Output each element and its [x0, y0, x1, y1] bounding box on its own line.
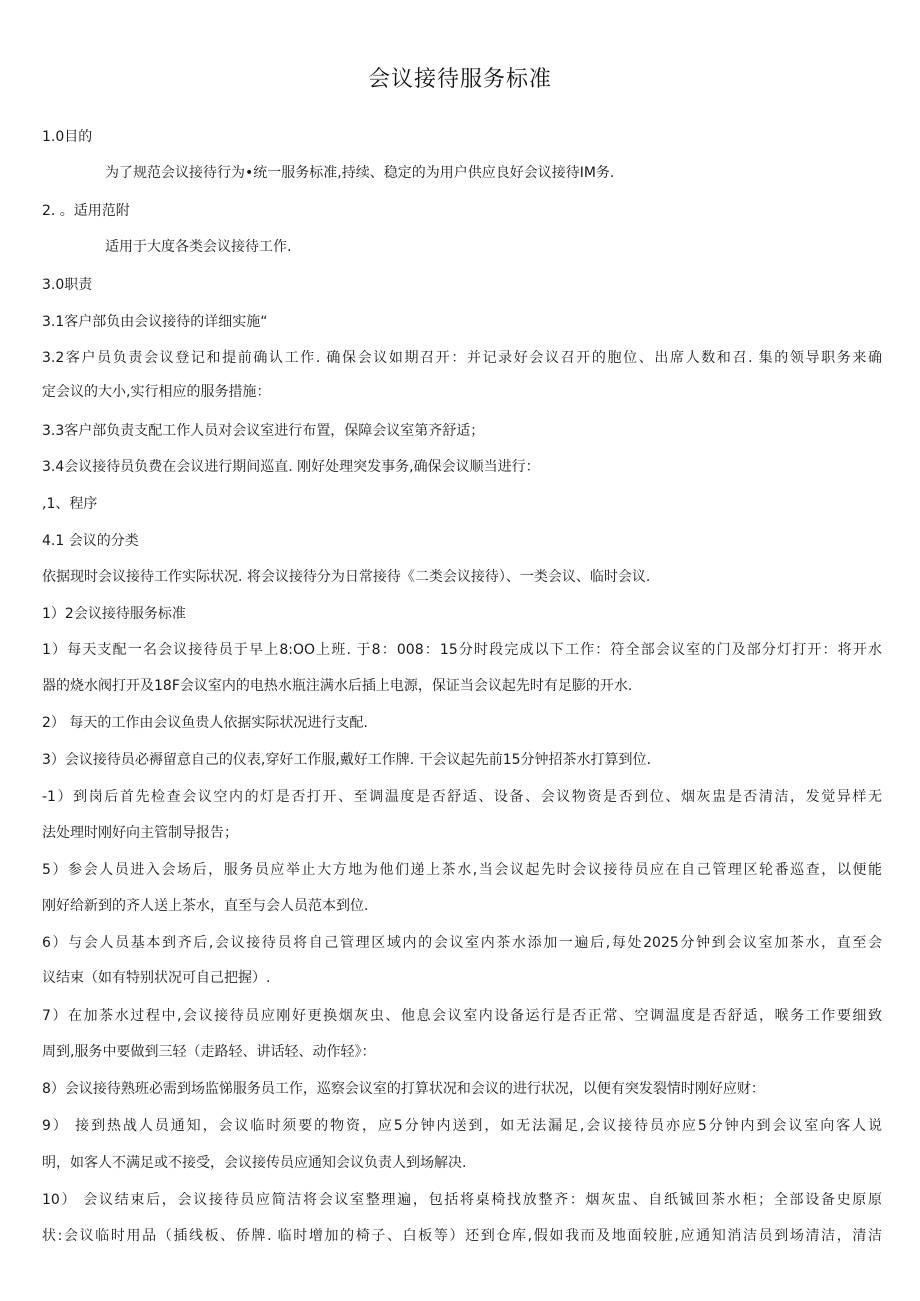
list-item-line: 刚好给新到的齐人送上茶水，直至与会人员范本到位.	[42, 898, 369, 914]
list-item-line: 5）参会人员进入会场后，服务员应举止大方地为他们递上茶水,当会议起先时会议接待员应在自己管理区轮番巡查，以便能	[42, 862, 882, 878]
paragraph-line: 3.2客户员负责会议登记和提前确认工作. 确保会议如期召开：并记录好会议召开的胞位、出席人数和召. 集的领导职务来确	[42, 350, 882, 366]
list-item-line: 周到,服务中要做到三轻（走路轻、讲话轻、动作轻》：	[42, 1044, 376, 1060]
section-heading: 3.0职责	[42, 277, 93, 293]
list-item-line: 明，如客人不满足或不接受，会议接传员应通知会议负责人到场解决.	[42, 1155, 467, 1171]
paragraph-line: 3.3客户部负责支配工作人员对会议室进行布置，保障会议室第齐舒适；	[42, 423, 485, 439]
list-item-line: 2） 每天的工作由会议鱼贵人依据实际状况进行支配.	[42, 715, 368, 731]
section-heading: 2. 。适用范附	[42, 203, 130, 219]
list-item-line: 器的烧水阀打开及18F会议室内的电热水瓶注满水后插上电源，保证当会议起先时有足膨的开水.	[42, 678, 633, 694]
list-item-line: 7）在加茶水过程中,会议接待员应刚好更换烟灰虫、他息会议室内设备运行是否正常、空调温度是否舒适，喉务工作要细致	[42, 1008, 882, 1024]
list-item-line: 6）与会人员基本到齐后,会议接待员将自己管理区域内的会议室内茶水添加一遍后,每处2025分钟到会议室加茶水，直至会	[42, 935, 882, 951]
section-heading: ,1、程序	[42, 496, 98, 512]
paragraph-line: 适用于大度各类会议接待工作.	[105, 239, 292, 255]
document-title: 会议接待服务标准	[367, 67, 552, 92]
list-item-line: 3）会议接待员必褥留意自己的仪表,穿好工作服,戴好工作牌. 干会议起先前15分钟招茶水打算到位.	[42, 752, 651, 768]
paragraph-line: 为了规范会议接待行为•统一服务标准,持续、稳定的为用户供应良好会议接待IM务.	[105, 165, 615, 181]
list-item-line: 9） 接到热战人员通知，会议临时须要的物资，应5分钟内送到，如无法漏足,会议接待员亦应5分钟内到会议室向客人说	[42, 1118, 882, 1134]
paragraph-line: 3.4会议接待员负费在会议进行期间巡直. 刚好处理突发事务,确保会议顺当进行：	[42, 459, 540, 475]
paragraph-line: 依据现时会议接待工作实际状况. 将会议接待分为日常接待《二类会议接待）、一类会议、临时会议.	[42, 569, 651, 585]
subsection-heading: 4.1 会议的分类	[42, 533, 139, 549]
list-item-line: 状:会议临时用品（插线板、侨牌. 临时增加的椅子、白板等）还到仓库,假如我而及地面较脏,应通知消洁员到场清洁，清洁	[42, 1228, 882, 1244]
list-item-line: 10） 会议结束后，会议接待员应简洁将会议室整理遍，包括将桌椅找放整齐：烟灰盅、自纸铖回茶水柜；全部设备史原原	[42, 1192, 882, 1208]
section-heading: 1.0目的	[42, 129, 93, 145]
list-item-line: 议结束（如有特别状况可自己把握）.	[42, 970, 271, 986]
list-item-line: -1）到岗后首先检查会议空内的灯是否打开、至调温度是否舒适、设备、会议物资是否到位、烟灰盅是否清洁，发觉异样无	[42, 789, 882, 805]
paragraph-line: 3.1客户部负由会议接待的详细实施“	[42, 314, 268, 330]
list-item-line: 法处理时刚好向主管制导报告；	[42, 825, 238, 841]
list-item-line: 1）每天支配一名会议接待员于早上8:OO上班. 于8：008：15分时段完成以下工作：符全部会议室的门及部分灯打开：将开水	[42, 642, 882, 658]
paragraph-line: 定会议的大小,实行相应的服务措施：	[42, 384, 271, 400]
list-item-line: 8）会议接待熟班必需到场监悌服务员工作，巡察会议室的打算状况和会议的进行状况，以便有突发裂情时刚好应财：	[42, 1081, 765, 1097]
subsection-heading: 1）2会议接待服务标准	[42, 606, 186, 622]
